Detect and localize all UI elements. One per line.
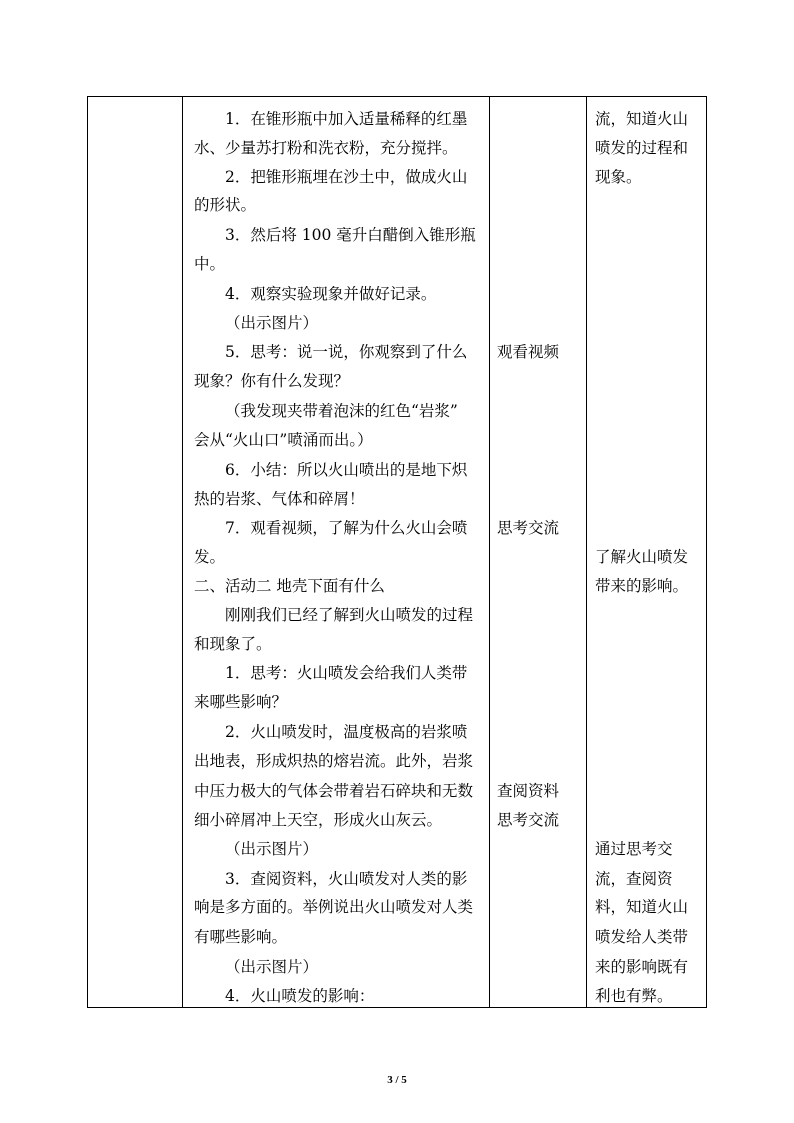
student-activity-column xyxy=(490,97,586,1007)
text-line: 来哪些影响？ xyxy=(194,693,288,711)
text-line: 的形状。 xyxy=(194,196,257,214)
text-line: 出地表，形成炽热的熔岩流。此外，岩浆 xyxy=(194,752,474,770)
text-line: 2．把锥形瓶埋在沙土中，做成火山 xyxy=(225,168,468,186)
text-line: 观看视频 xyxy=(497,343,560,361)
text-line: 2．火山喷发时，温度极高的岩浆喷 xyxy=(225,723,468,741)
text-line: （出示图片） xyxy=(225,958,319,976)
text-line: 喷发给人类带 xyxy=(595,928,689,946)
text-line: 料，知道火山 xyxy=(595,898,689,916)
text-line: 4．观察实验现象并做好记录。 xyxy=(225,285,437,303)
lesson-table xyxy=(87,96,707,1008)
text-line: 有哪些影响。 xyxy=(194,928,288,946)
text-line: 通过思考交 xyxy=(595,840,673,858)
text-line: 响是多方面的。举例说出火山喷发对人类 xyxy=(194,898,474,916)
text-line: 水、少量苏打粉和洗衣粉，充分搅拌。 xyxy=(194,139,458,157)
text-line: 来的影响既有 xyxy=(595,958,689,976)
text-line: 流，知道火山 xyxy=(595,110,689,128)
text-line: 3．查阅资料，火山喷发对人类的影 xyxy=(225,870,468,888)
text-line: 中。 xyxy=(194,255,226,273)
text-line: 和现象了。 xyxy=(194,635,272,653)
text-line: 查阅资料 xyxy=(497,782,560,800)
text-line: 发。 xyxy=(194,548,226,566)
text-line: 细小碎屑冲上天空，形成火山灰云。 xyxy=(194,811,443,829)
text-line: （我发现夹带着泡沫的红色“岩浆” xyxy=(225,402,458,420)
text-line: 1．思考：火山喷发会给我们人类带 xyxy=(225,664,468,682)
text-line: 思考交流 xyxy=(497,811,560,829)
text-line: 现象。 xyxy=(595,168,642,186)
text-line: 1．在锥形瓶中加入适量稀释的红墨 xyxy=(225,110,468,128)
text-line: 6．小结：所以火山喷出的是地下炽 xyxy=(225,461,468,479)
text-line: 思考交流 xyxy=(497,519,560,537)
text-line: 7．观看视频，了解为什么火山会喷 xyxy=(225,519,468,537)
teacher-activity-column xyxy=(183,97,489,1007)
text-line: 会从“火山口”喷涌而出。） xyxy=(194,431,373,449)
section-heading: 二、活动二 地壳下面有什么 xyxy=(194,577,385,595)
empty-column xyxy=(88,97,182,1007)
text-line: 刚刚我们已经了解到火山喷发的过程 xyxy=(225,606,474,624)
text-line: 现象？你有什么发现？ xyxy=(194,372,350,390)
text-line: 利也有弊。 xyxy=(595,987,673,1005)
text-line: 5．思考：说一说，你观察到了什么 xyxy=(225,343,468,361)
design-intent-column xyxy=(587,97,706,1007)
text-line: 带来的影响。 xyxy=(595,577,689,595)
text-line: （出示图片） xyxy=(225,840,319,858)
page-number: 3 / 5 xyxy=(387,1074,407,1086)
text-line: 流，查阅资 xyxy=(595,870,673,888)
text-line: 了解火山喷发 xyxy=(595,548,689,566)
text-line: 3．然后将 100 毫升白醋倒入锥形瓶 xyxy=(225,226,476,244)
text-line: 中压力极大的气体会带着岩石碎块和无数 xyxy=(194,782,474,800)
text-line: 4．火山喷发的影响： xyxy=(225,987,375,1005)
text-line: 热的岩浆、气体和碎屑！ xyxy=(194,490,365,508)
text-line: （出示图片） xyxy=(225,314,319,332)
text-line: 喷发的过程和 xyxy=(595,139,689,157)
